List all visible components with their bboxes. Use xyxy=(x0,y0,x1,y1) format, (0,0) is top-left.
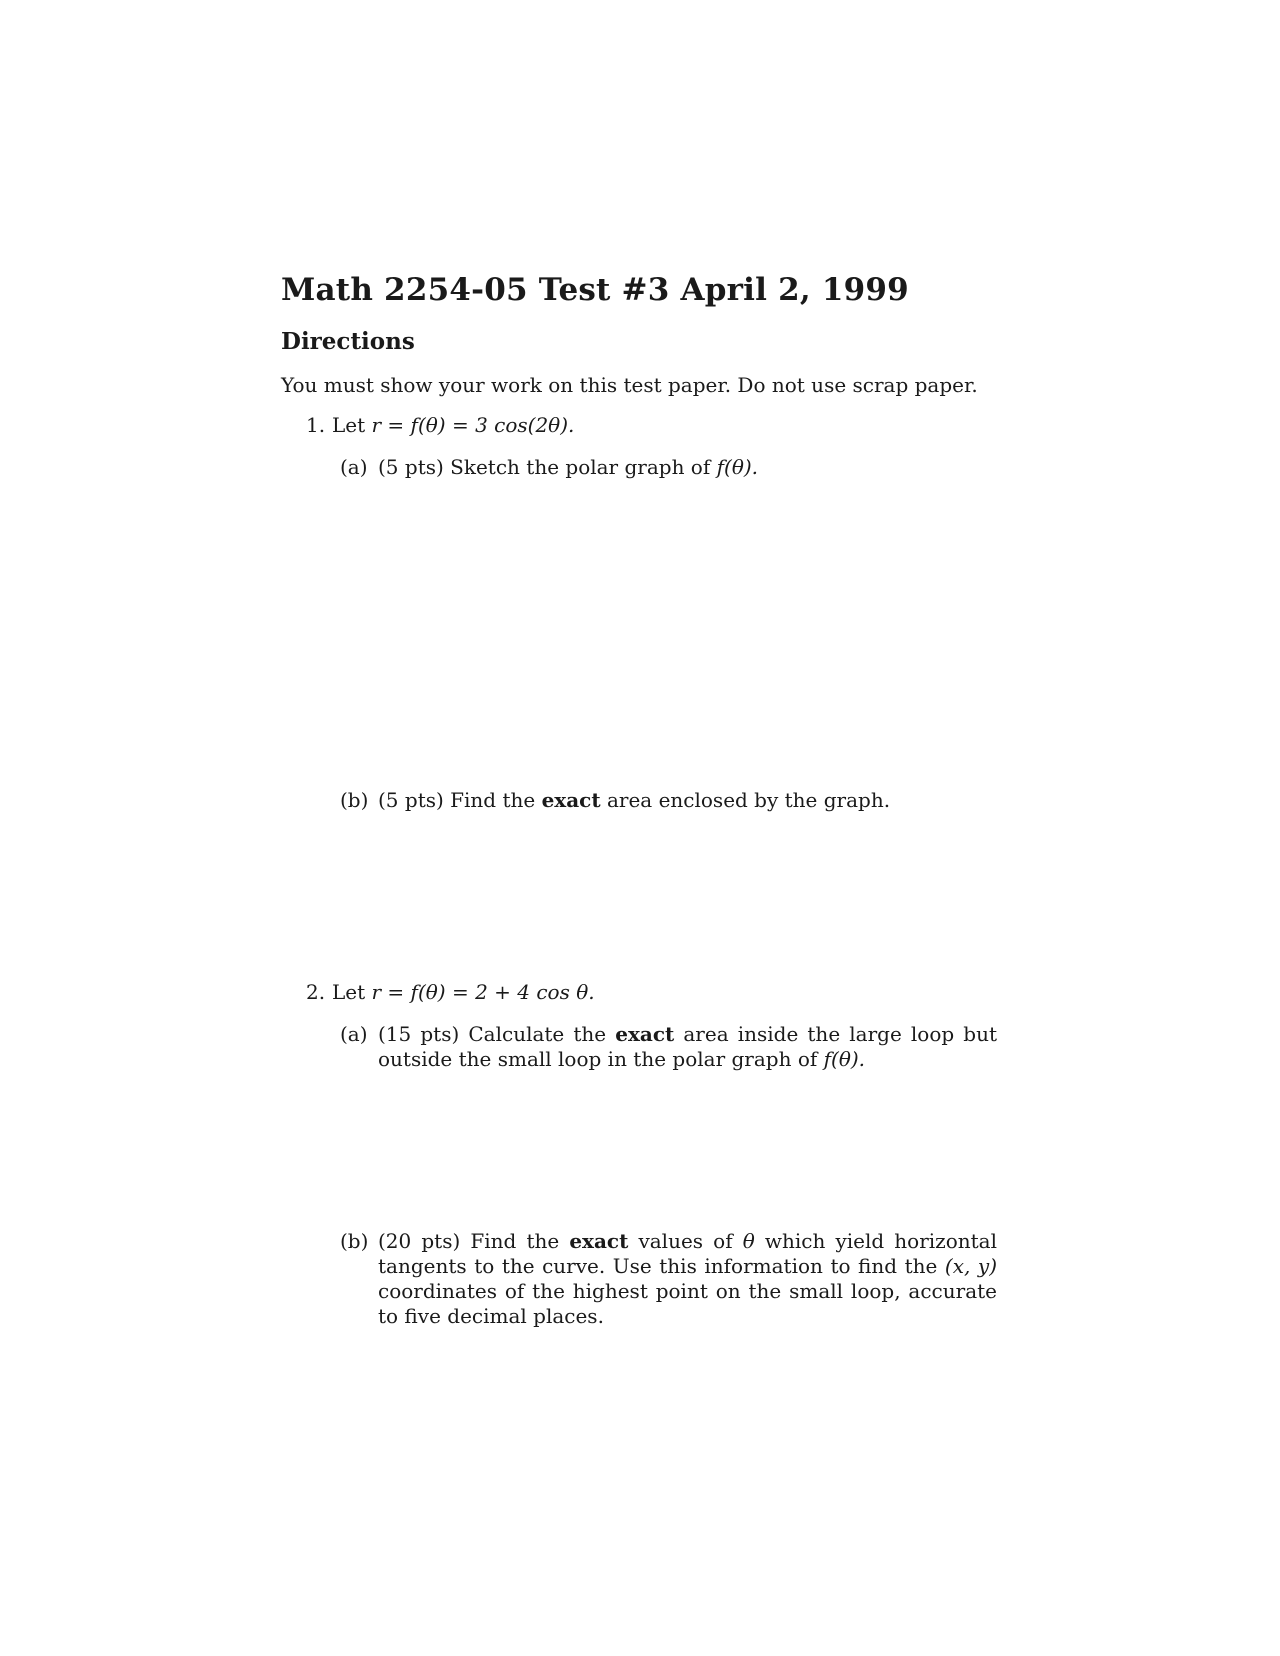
problem-2b-bold: exact xyxy=(569,1229,629,1253)
problem-2a-label: (a) xyxy=(340,1022,368,1046)
problem-2a-text-before: (15 pts) Calculate the xyxy=(378,1022,616,1046)
problem-1a-text xyxy=(378,455,758,480)
problem-1a-label: (a) xyxy=(340,455,368,479)
problem-2a-text-after: area inside the large loop but outside the small loop in the polar graph of xyxy=(378,1022,997,1071)
problem-1-number: 1. xyxy=(306,413,326,437)
problem-2b-text-mid: values of xyxy=(628,1229,743,1253)
problem-2b-math-theta: θ xyxy=(742,1229,755,1253)
problem-1-statement xyxy=(332,413,574,438)
problem-1b-label: (b) xyxy=(340,788,369,812)
problem-1-statement-math: r = f(θ) = 3 cos(2θ). xyxy=(371,413,575,437)
directions-text: You must show your work on this test paper. Do not use scrap paper. xyxy=(281,373,978,397)
problem-2-statement-prefix: Let xyxy=(332,980,372,1004)
problem-2b-label: (b) xyxy=(340,1229,369,1253)
problem-1b-bold: exact xyxy=(541,788,601,812)
problem-1b-text-before: (5 pts) Find the xyxy=(378,788,542,812)
problem-2-number: 2. xyxy=(306,980,326,1004)
problem-2a-bold: exact xyxy=(615,1022,675,1046)
page-title: Math 2254-05 Test #3 April 2, 1999 xyxy=(281,272,909,308)
problem-2b-text xyxy=(378,1229,997,1329)
problem-2b-text-before: (20 pts) Find the xyxy=(378,1229,570,1253)
problem-1-statement-prefix: Let xyxy=(332,413,372,437)
problem-1a-text-before: (5 pts) Sketch the polar graph of xyxy=(378,455,717,479)
problem-2-statement xyxy=(332,980,595,1005)
problem-2-statement-math: r = f(θ) = 2 + 4 cos θ. xyxy=(371,980,595,1004)
section-heading: Directions xyxy=(281,328,415,355)
problem-2a-text xyxy=(378,1022,997,1072)
problem-2a-math: f(θ). xyxy=(823,1047,866,1071)
problem-2b-text-after: coordinates of the highest point on the small loop, accurate to five decimal places. xyxy=(378,1279,997,1328)
problem-1b-text-after: area enclosed by the graph. xyxy=(600,788,891,812)
problem-2b-math-xy: (x, y) xyxy=(944,1254,997,1278)
problem-2b-text-mid2: which yield horizontal tangents to the curve. Use this information to find the xyxy=(378,1229,997,1278)
problem-1b-text xyxy=(378,788,890,813)
problem-1a-math: f(θ). xyxy=(716,455,759,479)
